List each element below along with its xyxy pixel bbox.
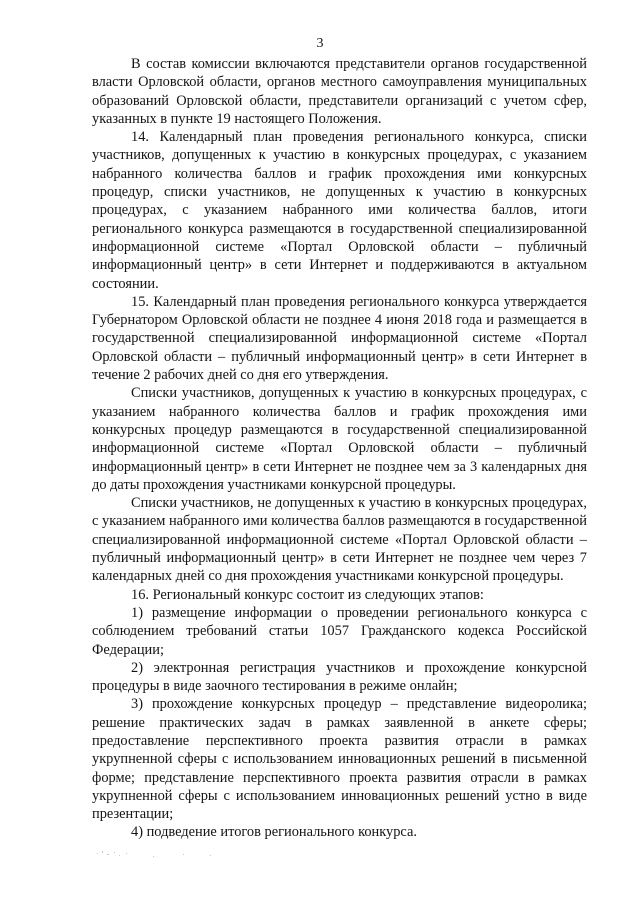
- list-item-stage-3: 3) прохождение конкурсных процедур – представление видеоролика; решение практических задач в рамках заявленной в анкете сферы; предоставление перспективного проекта развития отрасли в рамках укрупненной сферы с использованием инновационных решений в письменной форме; представление перспективного проекта развития отрасли в рамках укрупненной сферы с использованием инновационных решений устно в виде презентации;: [92, 696, 587, 823]
- list-item-stage-2: 2) электронная регистрация участников и прохождение конкурсной процедуры в виде заочного тестирования в режиме онлайн;: [92, 659, 587, 695]
- paragraph-item-16: 16. Региональный конкурс состоит из следующих этапов:: [131, 586, 484, 603]
- paragraph-item-14: 14. Календарный план проведения регионального конкурса, списки участников, допущенных к участию в конкурсных процедурах, с указанием набранного количества баллов и график прохождения ими конкурсных процедур, списки участников, не допущенных к участию в конкурсных процедурах, с указанием набранного ими количества баллов, итоги регионального конкурса размещаются в государственной специализированной информационной системе «Портал Орловской области – публичный информационный центр» в сети Интернет и поддерживаются в актуальном состоянии.: [92, 129, 587, 292]
- paragraph-not-admitted-lists: Списки участников, не допущенных к участию в конкурсных процедурах, с указанием набранного ими количества баллов размещаются в государственной специализированной информационной системе «Портал Орловской области – публичный информационный центр» в сети Интернет не позднее чем через 7 календарных дней со дня прохождения участниками конкурсной процедуры.: [92, 495, 587, 585]
- paragraph-admitted-lists: Списки участников, допущенных к участию в конкурсных процедурах, с указанием набранного количества баллов и график прохождения ими конкурсных процедур размещаются в государственной специализированной информационной системе «Портал Орловской области – публичный информационный центр» в сети Интернет не позднее чем за 3 календарных дня до даты прохождения участниками конкурсной процедуры.: [92, 385, 587, 493]
- document-body: [92, 55, 587, 842]
- list-item-stage-4: 4) подведение итогов регионального конкурса.: [131, 824, 417, 841]
- list-item-stage-1: 1) размещение информации о проведении регионального конкурса с соблюдением требований статьи 1057 Гражданского кодекса Российской Федерации;: [92, 604, 587, 658]
- paragraph-commission-composition: В состав комиссии включаются представители органов государственной власти Орловской области, органов местного самоуправления муниципальных образований Орловской области, представители организаций с учетом сфер, указанных в пункте 19 настоящего Положения.: [92, 56, 587, 127]
- page-number: 3: [316, 36, 324, 51]
- paragraph-item-15: 15. Календарный план проведения регионального конкурса утверждается Губернатором Орловской области не позднее 4 июня 2018 года и размещается в государственной специализированной информационной системе «Портал Орловской области – публичный информационный центр» в сети Интернет в течение 2 рабочих дней со дня его утверждения.: [92, 293, 587, 384]
- scan-artifact: [95, 848, 225, 862]
